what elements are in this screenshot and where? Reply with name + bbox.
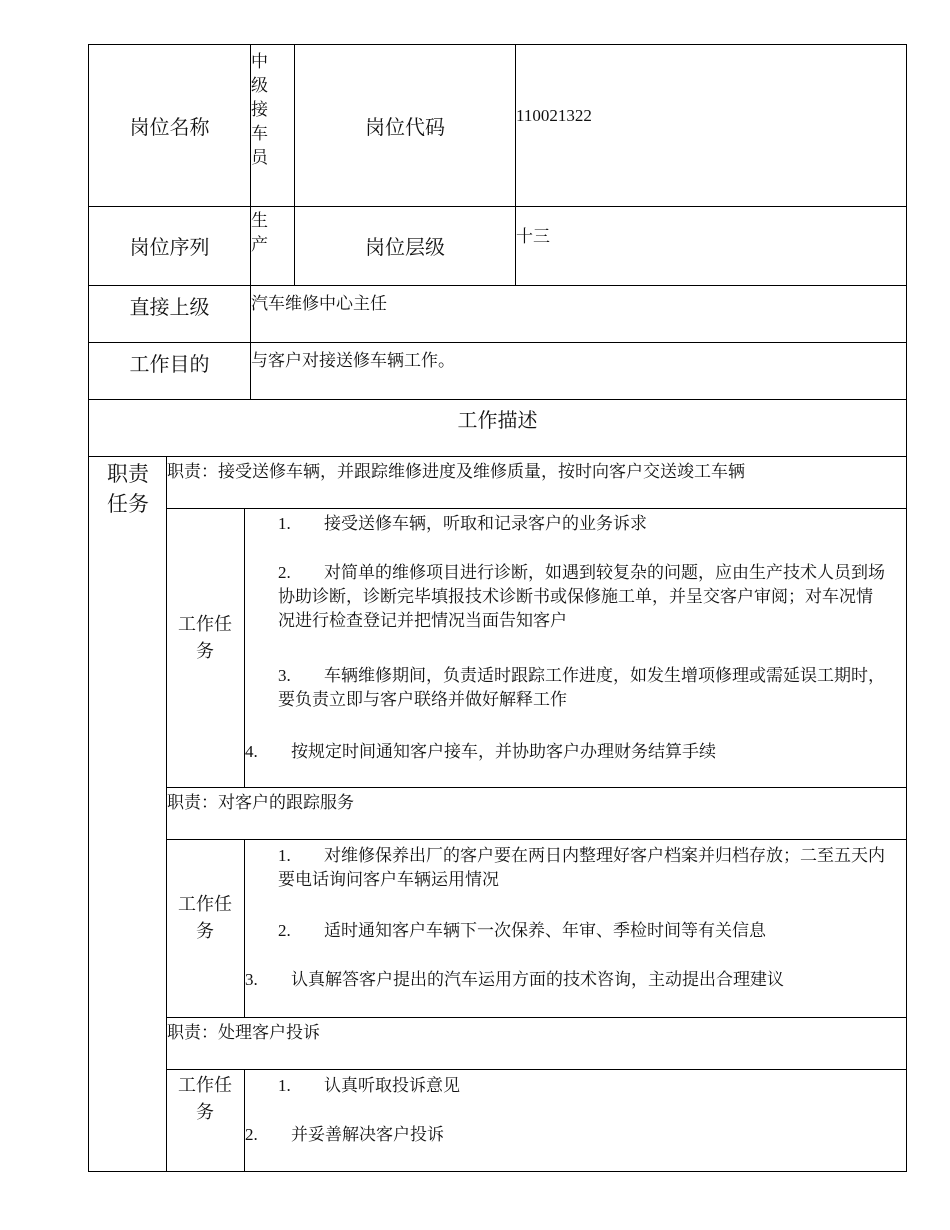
task-3-2 (245, 1123, 895, 1147)
supervisor-label: 直接上级 (129, 296, 210, 319)
task-number: 1. (278, 514, 291, 533)
supervisor-value: 汽车维修中心主任 (251, 294, 387, 313)
row-divider (166, 839, 906, 840)
task-3-1 (278, 1074, 888, 1098)
task-2-3 (245, 968, 895, 992)
task-text: 对简单的维修项目进行诊断，如遇到较复杂的问题，应由生产技术人员到场协助诊断，诊断完毕填报技术诊断书或保修施工单，并呈交客户审阅；对车况情况进行检查登记并把情况当面告知客户 (278, 563, 885, 630)
description-title: 工作描述 (457, 409, 538, 432)
task-text: 适时通知客户车辆下一次保养、年审、季检时间等有关信息 (324, 921, 766, 940)
task-text: 车辆维修期间，负责适时跟踪工作进度，如发生增项修理或需延误工期时，要负责立即与客户联络并做好解释工作 (278, 666, 885, 709)
row-divider (166, 508, 906, 509)
task-number: 1. (278, 1076, 291, 1095)
col-divider (244, 1069, 245, 1171)
task-label-1: 工作任务 (178, 614, 232, 661)
task-label-3: 工作任务 (178, 1075, 232, 1122)
task-text: 并妥善解决客户投诉 (291, 1125, 444, 1144)
task-number: 2. (245, 1125, 258, 1144)
responsibility-label: 职责任务 (107, 462, 149, 516)
sequence-label: 岗位序列 (129, 237, 210, 259)
task-text: 按规定时间通知客户接车，并协助客户办理财务结算手续 (291, 742, 716, 761)
row-divider (166, 1017, 906, 1018)
row-divider (166, 1069, 906, 1070)
level-value: 十三 (516, 227, 550, 246)
task-text: 认真听取投诉意见 (324, 1076, 460, 1095)
task-text: 接受送修车辆，听取和记录客户的业务诉求 (324, 514, 647, 533)
task-1-4 (245, 740, 895, 764)
duty-2: 职责：对客户的跟踪服务 (167, 793, 354, 812)
col-divider (515, 45, 516, 285)
task-1-1 (278, 512, 888, 536)
task-2-1 (278, 844, 888, 892)
task-label-2: 工作任务 (178, 894, 232, 941)
task-1-3 (278, 664, 888, 712)
position-code-label: 岗位代码 (365, 117, 445, 139)
duty-1: 职责：接受送修车辆，并跟踪维修进度及维修质量，按时向客户交送竣工车辆 (167, 462, 745, 481)
task-1-2 (278, 561, 888, 633)
sequence-value: 生产 (251, 211, 268, 254)
purpose-label: 工作目的 (129, 353, 210, 376)
task-number: 2. (278, 563, 291, 582)
duty-3: 职责：处理客户投诉 (167, 1023, 320, 1042)
position-name-value: 中级接车员 (251, 52, 268, 167)
job-description-table (88, 44, 907, 1172)
task-number: 1. (278, 846, 291, 865)
row-divider (166, 787, 906, 788)
task-text: 对维修保养出厂的客户要在两日内整理好客户档案并归档存放；二至五天内要电话询问客户车辆运用情况 (278, 846, 885, 889)
task-number: 4. (245, 742, 258, 761)
position-code-value: 110021322 (516, 106, 592, 125)
task-text: 认真解答客户提出的汽车运用方面的技术咨询，主动提出合理建议 (291, 970, 784, 989)
level-label: 岗位层级 (365, 237, 445, 259)
task-number: 3. (245, 970, 258, 989)
position-name-label: 岗位名称 (129, 117, 210, 139)
task-number: 2. (278, 921, 291, 940)
row-divider (89, 456, 906, 457)
purpose-value: 与客户对接送修车辆工作。 (251, 351, 455, 370)
task-number: 3. (278, 666, 291, 685)
task-2-2 (278, 919, 888, 943)
